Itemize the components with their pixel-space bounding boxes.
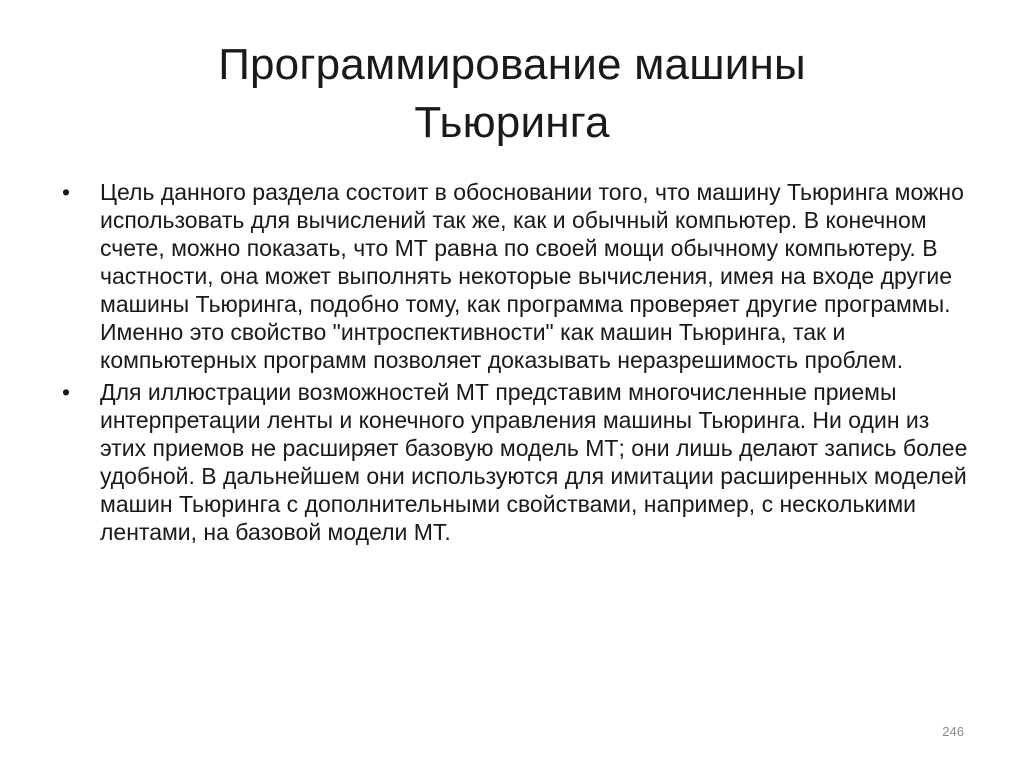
slide-number: 246 <box>942 724 964 739</box>
bullet-text: Цель данного раздела состоит в обосновании того, что машину Тьюринга можно использовать для вычислений так же, как и обычный компьютер. В конечном счете, можно показать, что МТ равна по своей мощи обычному компьютеру. В частности, она может выполнять некоторые вычисления, имея на входе другие машины Тьюринга, подобно тому, как программа проверяет другие программы. Именно это свойство "интроспективности" как машин Тьюринга, так и компьютерных программ позволяет доказывать неразрешимость проблем. <box>100 179 964 373</box>
bullet-marker: • <box>62 179 71 205</box>
bullet-item <box>62 378 974 546</box>
bullet-marker: • <box>62 379 71 405</box>
slide-title <box>80 36 944 152</box>
slide-title-line-2: Тьюринга <box>414 98 610 147</box>
bullet-list <box>62 178 974 550</box>
bullet-text: Для иллюстрации возможностей МТ представим многочисленные приемы интерпретации ленты и конечного управления машины Тьюринга. Ни один из этих приемов не расширяет базовую модель МТ; они лишь делают запись более удобной. В дальнейшем они используются для имитации расширенных моделей машин Тьюринга с дополнительными свойствами, например, с несколькими лентами, на базовой модели МТ. <box>100 379 968 545</box>
slide-title-line-1: Программирование машины <box>218 40 806 89</box>
bullet-item <box>62 178 974 374</box>
